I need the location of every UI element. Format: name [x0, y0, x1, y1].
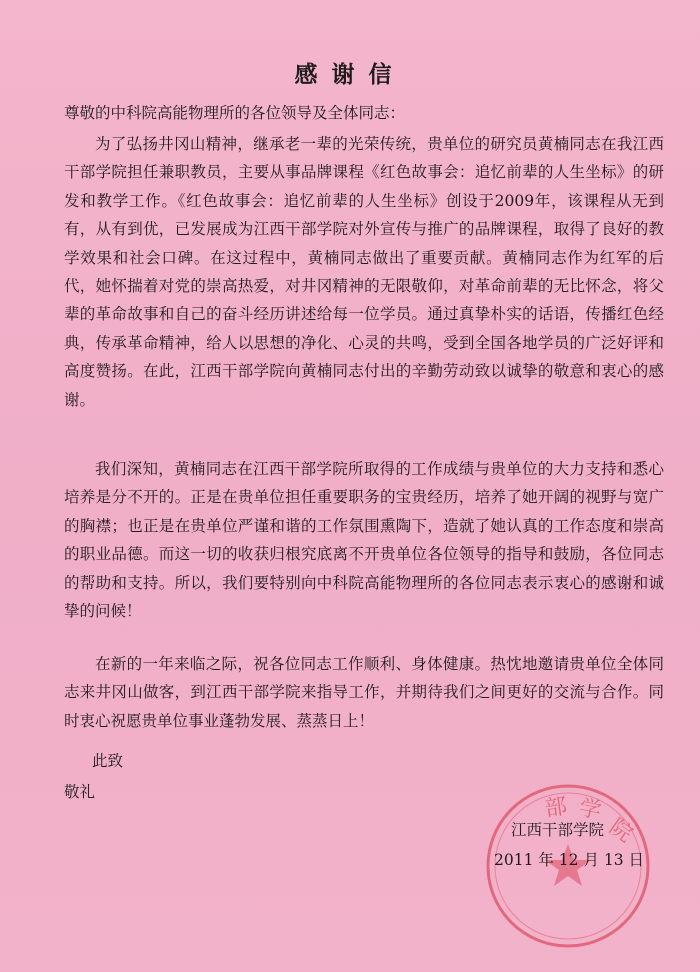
body-paragraph-1: 为了弘扬井冈山精神，继承老一辈的光荣传统，贵单位的研究员黄楠同志在我江西干部学院担任兼职教员，主要从事品牌课程《红色故事会：追忆前辈的人生坐标》的研发和教学工作。《红色故事会：追忆前辈的人生坐标》创设于2009年，该课程从无到有，从有到优，已发展成为江西干部学院对外宣传与推广的品牌课程，取得了良好的教学效果和社会口碑。在这过程中，黄楠同志做出了重要贡献。黄楠同志作为红军的后代，她怀揣着对党的崇高热爱，对井冈精神的无限敬仰，对革命前辈的无比怀念，将父辈的革命故事和自己的奋斗经历讲述给每一位学员。通过真挚朴实的话语，传播红色经典，传承革命精神，给人以思想的净化、心灵的共鸣，受到全国各地学员的广泛好评和高度赞扬。在此，江西干部学院向黄楠同志付出的辛勤劳动致以诚挚的敬意和衷心的感谢。 [64, 135, 664, 409]
body-paragraph-3: 在新的一年来临之际，祝各位同志工作顺利、身体健康。热忱地邀请贵单位全体同志来井冈山做客，到江西干部学院来指导工作，并期待我们之间更好的交流与合作。同时衷心祝愿贵单位事业蓬勃发展、蒸蒸日上！ [64, 655, 664, 730]
letter-title: 感谢信 [294, 62, 406, 88]
letter-date: 2011 年 12 月 13 日 [494, 851, 645, 869]
closing-cizhi: 此致 [92, 752, 124, 770]
svg-text:部: 部 [543, 794, 569, 822]
sender-name: 江西干部学院 [511, 821, 605, 839]
body-paragraph-2: 我们深知，黄楠同志在江西干部学院所取得的工作成绩与贵单位的大力支持和悉心培养是分不开的。正是在贵单位担任重要职务的宝贵经历，培养了她开阔的视野与宽广的胸襟；也正是在贵单位严谨和谐的工作氛围熏陶下，造就了她认真的工作态度和崇高的职业品德。而这一切的收获归根究底离不开贵单位各位领导的指导和鼓励，各位同志的帮助和支持。所以，我们要特别向中科院高能物理所的各位同志表示衷心的感谢和诚挚的问候！ [64, 460, 664, 621]
closing-jingli: 敬礼 [64, 783, 96, 801]
salutation: 尊敬的中科院高能物理所的各位领导及全体同志： [64, 104, 406, 122]
svg-text:院: 院 [604, 814, 637, 848]
svg-text:学: 学 [576, 795, 604, 825]
